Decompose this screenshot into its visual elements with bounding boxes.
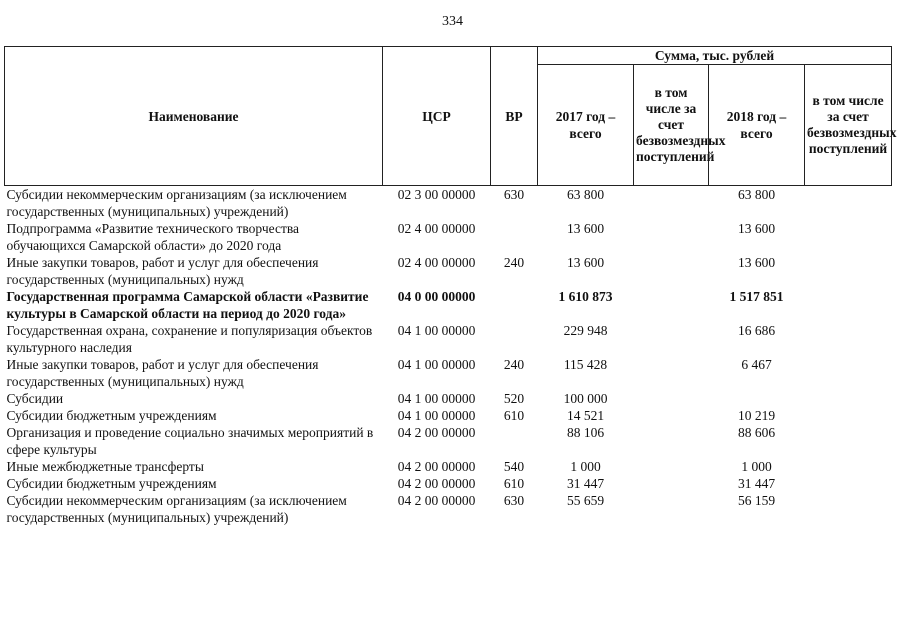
header-name: Наименование [5, 47, 383, 186]
table-row [5, 407, 892, 424]
table-row [5, 322, 892, 356]
cell-2018-total: 6 467 [741, 357, 772, 372]
cell-name: Государственная охрана, сохранение и популяризация объектов культурного наследия [6, 323, 373, 355]
cell-2017-total: 13 600 [566, 221, 605, 236]
cell-csr: 04 1 00 00000 [397, 391, 476, 406]
cell-2018-total: 63 800 [737, 187, 776, 202]
cell-2018-total: 31 447 [737, 476, 776, 491]
cell-2017-total: 115 428 [563, 357, 608, 372]
cell-2018-total: 13 600 [737, 255, 776, 270]
table-row [5, 356, 892, 390]
cell-2017-free [634, 475, 709, 492]
cell-csr: 02 4 00 00000 [397, 221, 476, 236]
budget-table [4, 46, 897, 526]
cell-csr: 02 3 00 00000 [397, 187, 476, 202]
header-2017-free: в том числе за счет безвозмездных поступлений [634, 65, 709, 186]
cell-2018-total: 10 219 [737, 408, 776, 423]
cell-vr: 240 [503, 255, 525, 270]
cell-2017-free [634, 407, 709, 424]
cell-csr: 04 1 00 00000 [397, 357, 476, 372]
cell-2017-total: 13 600 [566, 255, 605, 270]
cell-name: Субсидии некоммерческим организациям (за исключением государственных (муниципальных) учреждений) [6, 493, 347, 525]
cell-name: Подпрограмма «Развитие технического творчества обучающихся Самарской области» до 2020 года [6, 221, 300, 253]
cell-2018-total: 1 000 [741, 459, 772, 474]
cell-2017-free [634, 424, 709, 458]
cell-name: Организация и проведение социально значимых мероприятий в сфере культуры [6, 425, 374, 457]
table-row [5, 475, 892, 492]
header-2018-free: в том числе за счет безвозмездных поступлений [805, 65, 892, 186]
table-row [5, 254, 892, 288]
table-row [5, 458, 892, 475]
cell-vr [491, 424, 538, 458]
cell-csr: 04 2 00 00000 [397, 425, 476, 440]
table-row [5, 492, 892, 526]
cell-2017-free [634, 322, 709, 356]
cell-csr: 04 2 00 00000 [397, 476, 476, 491]
cell-2018-free [805, 356, 892, 390]
cell-2018-free [805, 475, 892, 492]
cell-2017-total: 1 000 [570, 459, 601, 474]
table-row [5, 390, 892, 407]
cell-2017-total: 229 948 [563, 323, 608, 338]
cell-2018-free [805, 254, 892, 288]
cell-2017-free [634, 186, 709, 221]
header-2018-total: 2018 год – всего [709, 65, 805, 186]
cell-name: Субсидии [6, 391, 64, 406]
header-csr: ЦСР [383, 47, 491, 186]
header-vr: ВР [491, 47, 538, 186]
cell-2018-free [805, 220, 892, 254]
cell-name: Субсидии некоммерческим организациям (за исключением государственных (муниципальных) учреждений) [6, 187, 347, 219]
cell-csr: 02 4 00 00000 [397, 255, 476, 270]
cell-csr: 04 1 00 00000 [397, 408, 476, 423]
cell-2017-total: 63 800 [566, 187, 605, 202]
cell-vr [491, 322, 538, 356]
cell-2017-free [634, 390, 709, 407]
cell-2017-total: 31 447 [566, 476, 605, 491]
cell-vr: 240 [503, 357, 525, 372]
cell-name: Иные закупки товаров, работ и услуг для обеспечения государственных (муниципальных) нужд [6, 357, 319, 389]
cell-2018-free [805, 458, 892, 475]
cell-2018-free [805, 407, 892, 424]
table-row [5, 288, 892, 322]
cell-2017-total: 1 610 873 [558, 289, 613, 304]
header-2017-total: 2017 год – всего [538, 65, 634, 186]
cell-2018-total: 16 686 [737, 323, 776, 338]
cell-name: Государственная программа Самарской области «Развитие культуры в Самарской области на период до 2020 года» [6, 289, 369, 321]
cell-vr: 630 [503, 187, 525, 202]
cell-2018-free [805, 186, 892, 221]
cell-vr [491, 288, 538, 322]
cell-2018-free [805, 390, 892, 407]
cell-2018-total: 1 517 851 [729, 289, 784, 304]
cell-name: Субсидии бюджетным учреждениям [6, 408, 217, 423]
table-body [5, 186, 892, 527]
page-number: 334 [442, 14, 463, 29]
cell-2018-free [805, 288, 892, 322]
cell-2017-free [634, 288, 709, 322]
cell-2017-free [634, 254, 709, 288]
cell-2018-total: 88 606 [737, 425, 776, 440]
cell-csr: 04 2 00 00000 [397, 493, 476, 508]
cell-name: Иные межбюджетные трансферты [6, 459, 204, 474]
cell-csr: 04 1 00 00000 [397, 323, 476, 338]
cell-2018-free [805, 424, 892, 458]
cell-2017-free [634, 458, 709, 475]
cell-2017-total: 14 521 [566, 408, 605, 423]
cell-2017-free [634, 356, 709, 390]
cell-2018-total [709, 390, 805, 407]
cell-2018-total: 56 159 [737, 493, 776, 508]
table-row [5, 424, 892, 458]
header-sum-group: Сумма, тыс. рублей [538, 47, 892, 65]
cell-vr [491, 220, 538, 254]
table-row [5, 186, 892, 221]
cell-csr: 04 0 00 00000 [397, 289, 476, 304]
cell-2017-free [634, 220, 709, 254]
cell-2018-free [805, 492, 892, 526]
cell-2018-total: 13 600 [737, 221, 776, 236]
cell-vr: 610 [503, 408, 525, 423]
cell-name: Иные закупки товаров, работ и услуг для обеспечения государственных (муниципальных) нужд [6, 255, 319, 287]
cell-name: Субсидии бюджетным учреждениям [6, 476, 217, 491]
cell-vr: 610 [503, 476, 525, 491]
cell-2017-free [634, 492, 709, 526]
cell-2017-total: 55 659 [566, 493, 605, 508]
cell-csr: 04 2 00 00000 [397, 459, 476, 474]
table-row [5, 220, 892, 254]
cell-2018-free [805, 322, 892, 356]
cell-2017-total: 88 106 [566, 425, 605, 440]
cell-vr: 630 [503, 493, 525, 508]
cell-vr: 540 [503, 459, 525, 474]
cell-vr: 520 [503, 391, 525, 406]
cell-2017-total: 100 000 [563, 391, 608, 406]
